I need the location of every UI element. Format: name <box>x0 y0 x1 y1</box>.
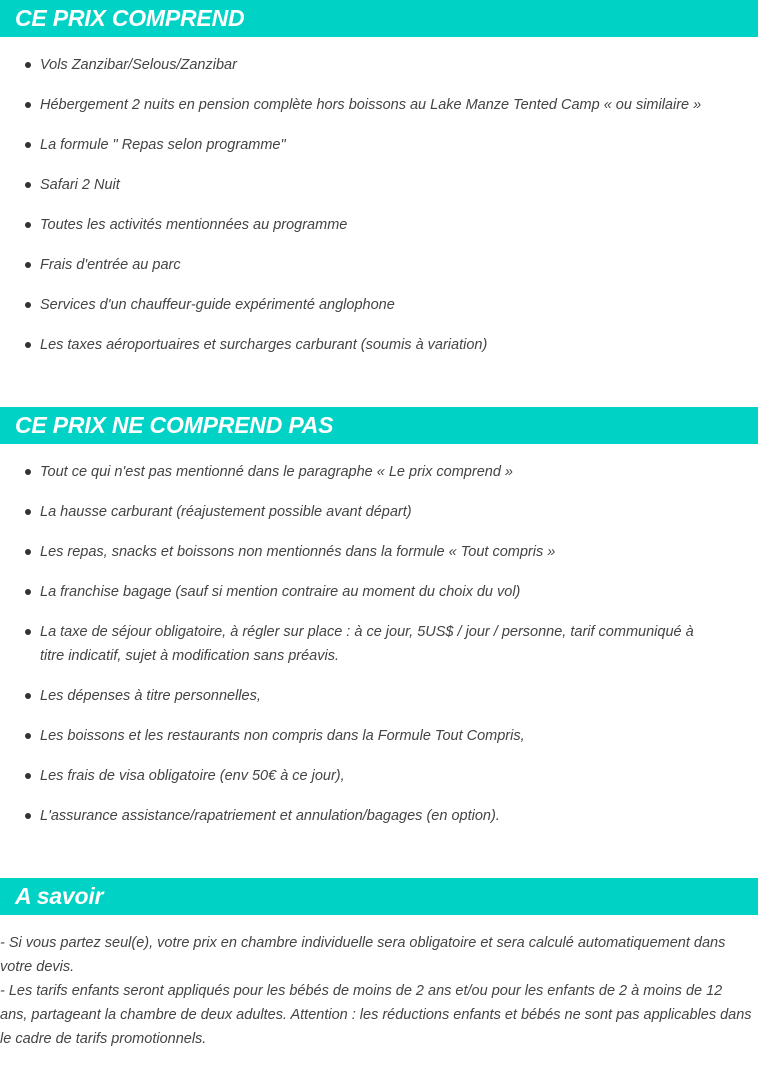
a-savoir-text <box>0 931 752 1051</box>
list-item: Frais d'entrée au parc <box>0 253 720 277</box>
list-item: Hébergement 2 nuits en pension complète hors boissons au Lake Manze Tented Camp « ou similaire » <box>0 93 720 117</box>
bullet-icon <box>25 629 31 635</box>
a-savoir-paragraph: - Les tarifs enfants seront appliqués pour les bébés de moins de 2 ans et/ou pour les enfants de 2 à moins de 12 ans, partageant la chambre de deux adultes. Attention : les réductions enfants et bébés ne sont pas applicables dans le cadre de tarifs promotionnels. <box>0 983 752 1047</box>
bullet-icon <box>25 693 31 699</box>
bullet-icon <box>25 102 31 108</box>
section-title-comprend: CE PRIX COMPREND <box>15 5 245 31</box>
list-comprend <box>0 53 720 373</box>
bullet-icon <box>25 589 31 595</box>
bullet-icon <box>25 509 31 515</box>
list-item: Les dépenses à titre personnelles, <box>0 684 720 708</box>
list-ne-comprend-pas <box>0 460 720 844</box>
list-item: La franchise bagage (sauf si mention contraire au moment du choix du vol) <box>0 580 720 604</box>
section-header-a-savoir <box>0 878 758 915</box>
section-header-comprend <box>0 0 758 37</box>
list-item: Les frais de visa obligatoire (env 50€ à ce jour), <box>0 764 720 788</box>
bullet-icon <box>25 302 31 308</box>
bullet-icon <box>25 142 31 148</box>
list-item: Services d'un chauffeur-guide expérimenté anglophone <box>0 293 720 317</box>
bullet-icon <box>25 549 31 555</box>
a-savoir-paragraph: - Si vous partez seul(e), votre prix en chambre individuelle sera obligatoire et sera calculé automatiquement dans votre devis. <box>0 935 726 975</box>
list-item: Tout ce qui n'est pas mentionné dans le paragraphe « Le prix comprend » <box>0 460 720 484</box>
bullet-icon <box>25 182 31 188</box>
list-item: La formule " Repas selon programme" <box>0 133 720 157</box>
list-item: Vols Zanzibar/Selous/Zanzibar <box>0 53 720 77</box>
list-item: Les repas, snacks et boissons non mentionnés dans la formule « Tout compris » <box>0 540 720 564</box>
list-item: La hausse carburant (réajustement possible avant départ) <box>0 500 720 524</box>
bullet-icon <box>25 262 31 268</box>
list-item: Les boissons et les restaurants non compris dans la Formule Tout Compris, <box>0 724 720 748</box>
bullet-icon <box>25 62 31 68</box>
section-header-ne-comprend-pas <box>0 407 758 444</box>
bullet-icon <box>25 813 31 819</box>
bullet-icon <box>25 342 31 348</box>
section-title-a-savoir: A savoir <box>15 883 104 909</box>
section-title-ne-comprend-pas: CE PRIX NE COMPREND PAS <box>15 412 334 438</box>
bullet-icon <box>25 733 31 739</box>
list-item: Safari 2 Nuit <box>0 173 720 197</box>
bullet-icon <box>25 773 31 779</box>
bullet-icon <box>25 469 31 475</box>
list-item: Toutes les activités mentionnées au programme <box>0 213 720 237</box>
list-item: L'assurance assistance/rapatriement et annulation/bagages (en option). <box>0 804 720 828</box>
list-item: Les taxes aéroportuaires et surcharges carburant (soumis à variation) <box>0 333 720 357</box>
bullet-icon <box>25 222 31 228</box>
list-item: La taxe de séjour obligatoire, à régler sur place : à ce jour, 5US$ / jour / personne, tarif communiqué à titre indicatif, sujet à modification sans préavis. <box>0 620 720 668</box>
